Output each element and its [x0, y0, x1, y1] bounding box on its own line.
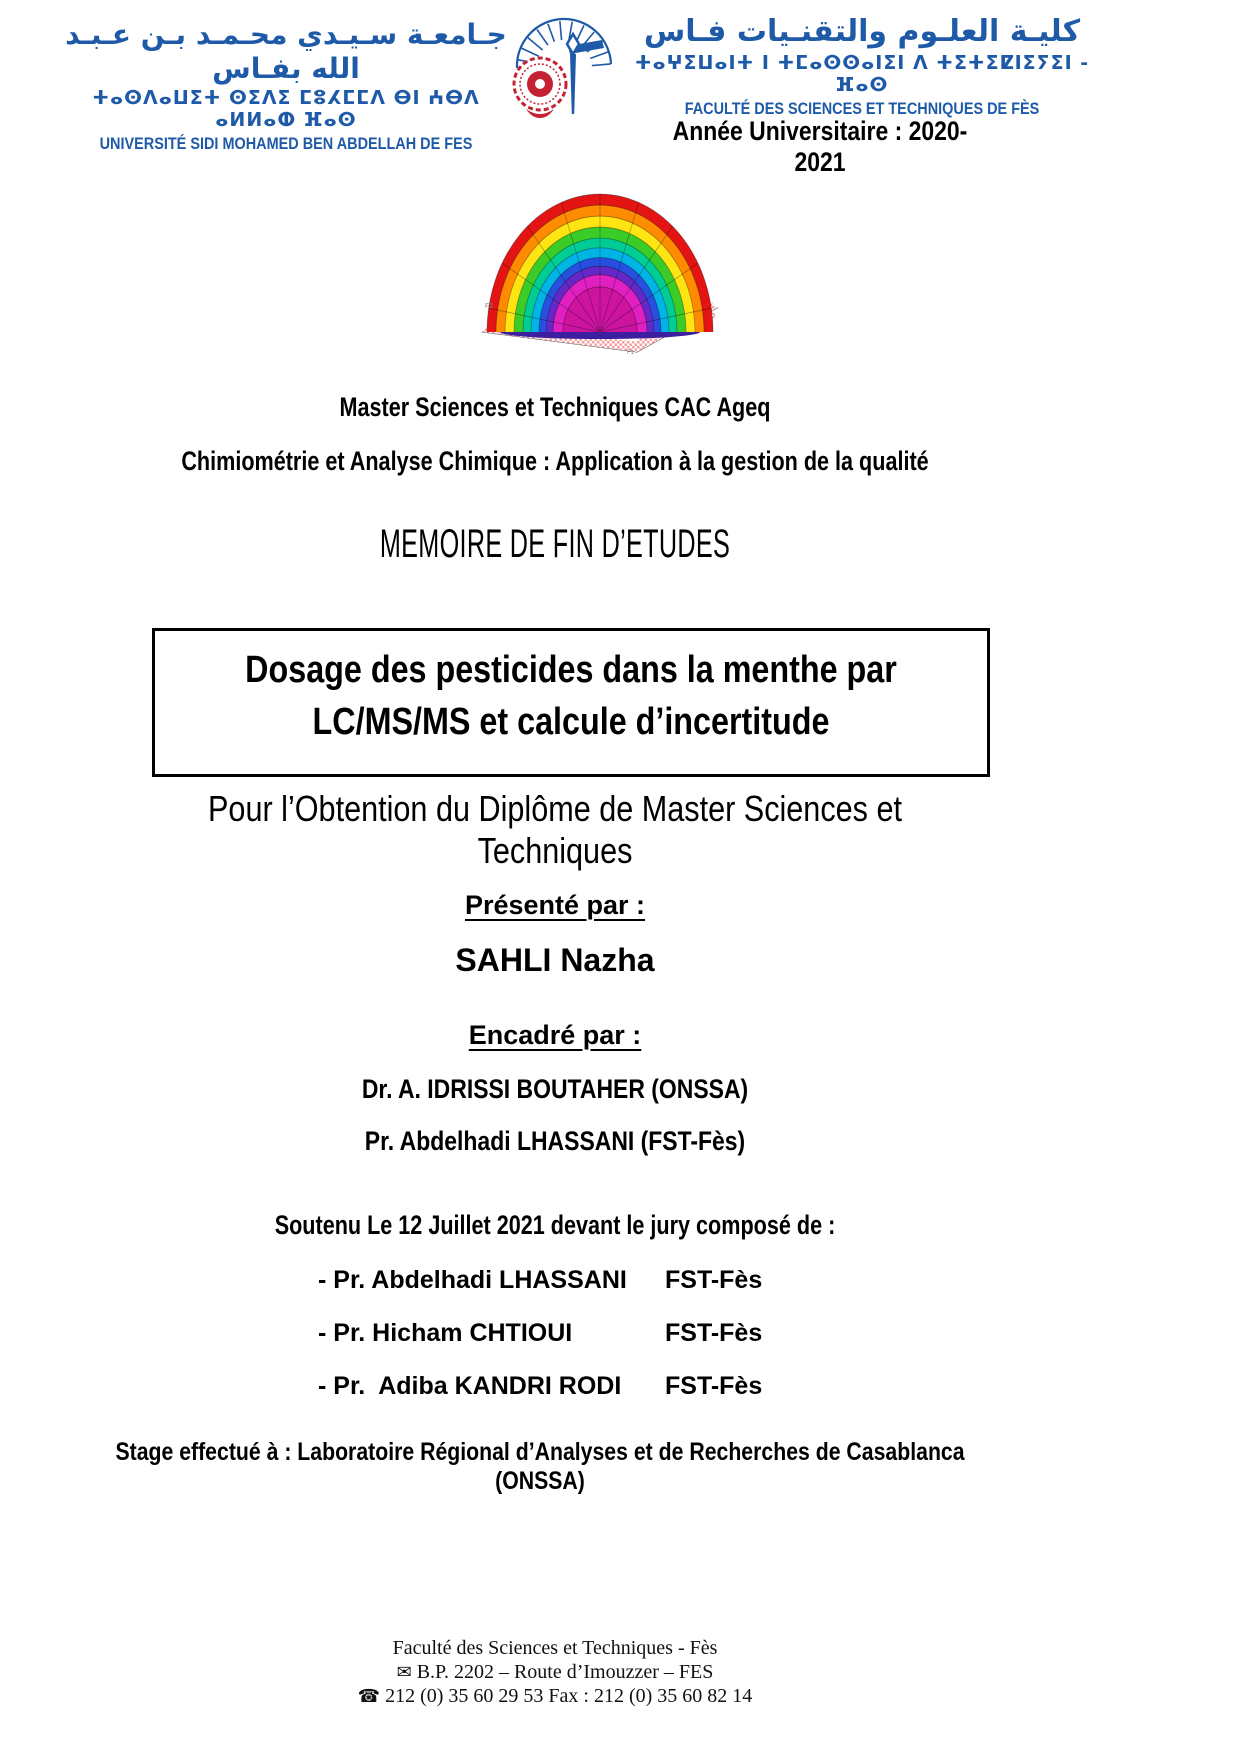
supervisor-1: Dr. A. IDRISSI BOUTAHER (ONSSA) [361, 1074, 749, 1104]
plot-axis-label-left: F2 [485, 303, 494, 310]
jury-member-affiliation: FST-Fès [665, 1372, 763, 1400]
faculty-name-french: FACULTÉ DES SCIENCES ET TECHNIQUES DE FÈS [684, 99, 1040, 118]
author-name: SAHLI Nazha [455, 942, 655, 978]
supervisor-2: Pr. Abdelhadi LHASSANI (FST-Fès) [364, 1126, 746, 1156]
footer-faculty-line: Faculté des Sciences et Techniques - Fès [392, 1637, 718, 1659]
faculty-name-arabic: كليـة العلـوم والتقنـيات فـاس [643, 14, 1081, 49]
university-name-arabic: جـامعـة سـيـدي محـمـد بـن عـبـد الله بفـاس [65, 18, 507, 85]
program-specialty: Chimiométrie et Analyse Chimique : Application à la gestion de la qualité [181, 446, 929, 476]
thesis-title-line2: LC/MS/MS et calcule d’incertitude [312, 701, 830, 743]
plot-axis-label-bottom: F1 [627, 350, 635, 356]
thesis-title-box [152, 628, 990, 777]
surface-plot-figure [477, 186, 722, 358]
university-name-french: UNIVERSITÉ SIDI MOHAMED BEN ABDELLAH DE FES [99, 134, 473, 154]
internship-location: Stage effectué à : Laboratoire Régional d’Analyses et de Recherches de Casablanca (ONSSA) [115, 1438, 965, 1495]
jury-row [0, 1319, 1241, 1355]
jury-member-name: - Pr. Hicham CHTIOUI [318, 1319, 573, 1347]
footer-phone-text: 212 (0) 35 60 29 53 Fax : 212 (0) 35 60 82 14 [385, 1685, 753, 1707]
jury-member-name: - Pr. Adiba KANDRI RODI [318, 1372, 622, 1400]
faculty-name-tifinagh: ⵜⴰⵖⵉⵡⴰⵏⵜ ⵏ ⵜⵎⴰⵙⵙⴰⵏⵉⵏ ⴷ ⵜⵉⵜⵉⵇⵏⵉⵢⵉⵏ - ⴼⴰⵙ [634, 52, 1090, 96]
defense-intro: Soutenu Le 12 Juillet 2021 devant le jury composé de : [274, 1210, 836, 1240]
jury-row [0, 1372, 1241, 1408]
phone-icon: ☎ [357, 1686, 381, 1707]
jury-member-affiliation: FST-Fès [665, 1266, 763, 1294]
footer-contact-block [160, 1636, 950, 1708]
university-header-block [62, 18, 510, 154]
program-name: Master Sciences et Techniques CAC Ageq [339, 392, 771, 422]
presented-by-heading: Présenté par : [464, 890, 646, 920]
university-name-tifinagh: ⵜⴰⵙⴷⴰⵡⵉⵜ ⵙⵉⴷⵉ ⵎⵓⵃⵎⵎⴷ ⴱⵏ ⵄⴱⴷ ⴰⵍⵍⴰⵀ ⴼⴰⵙ [92, 87, 480, 132]
thesis-title-line1: Dosage des pesticides dans la menthe par [245, 649, 897, 691]
university-logo [506, 6, 632, 122]
footer-phone-line [160, 1684, 950, 1708]
jury-row [0, 1266, 1241, 1302]
degree-subtitle: Pour l’Obtention du Diplôme de Master Sciences et Techniques [208, 788, 902, 871]
logo-medallion-icon [514, 58, 566, 118]
jury-member-affiliation: FST-Fès [665, 1319, 763, 1347]
document-type-title: MEMOIRE DE FIN D’ETUDES [379, 522, 731, 566]
footer-address-text: B.P. 2202 – Route d’Imouzzer – FES [416, 1661, 714, 1683]
jury-member-name: - Pr. Abdelhadi LHASSANI [318, 1266, 627, 1294]
mail-icon: ✉ [396, 1662, 412, 1683]
footer-address-line [160, 1660, 950, 1684]
supervised-by-heading: Encadré par : [468, 1020, 642, 1050]
faculty-header-block [634, 14, 1090, 119]
plot-axis-tick-right: 70 [707, 313, 715, 320]
academic-year: Année Universitaire : 2020-2021 [672, 116, 968, 177]
